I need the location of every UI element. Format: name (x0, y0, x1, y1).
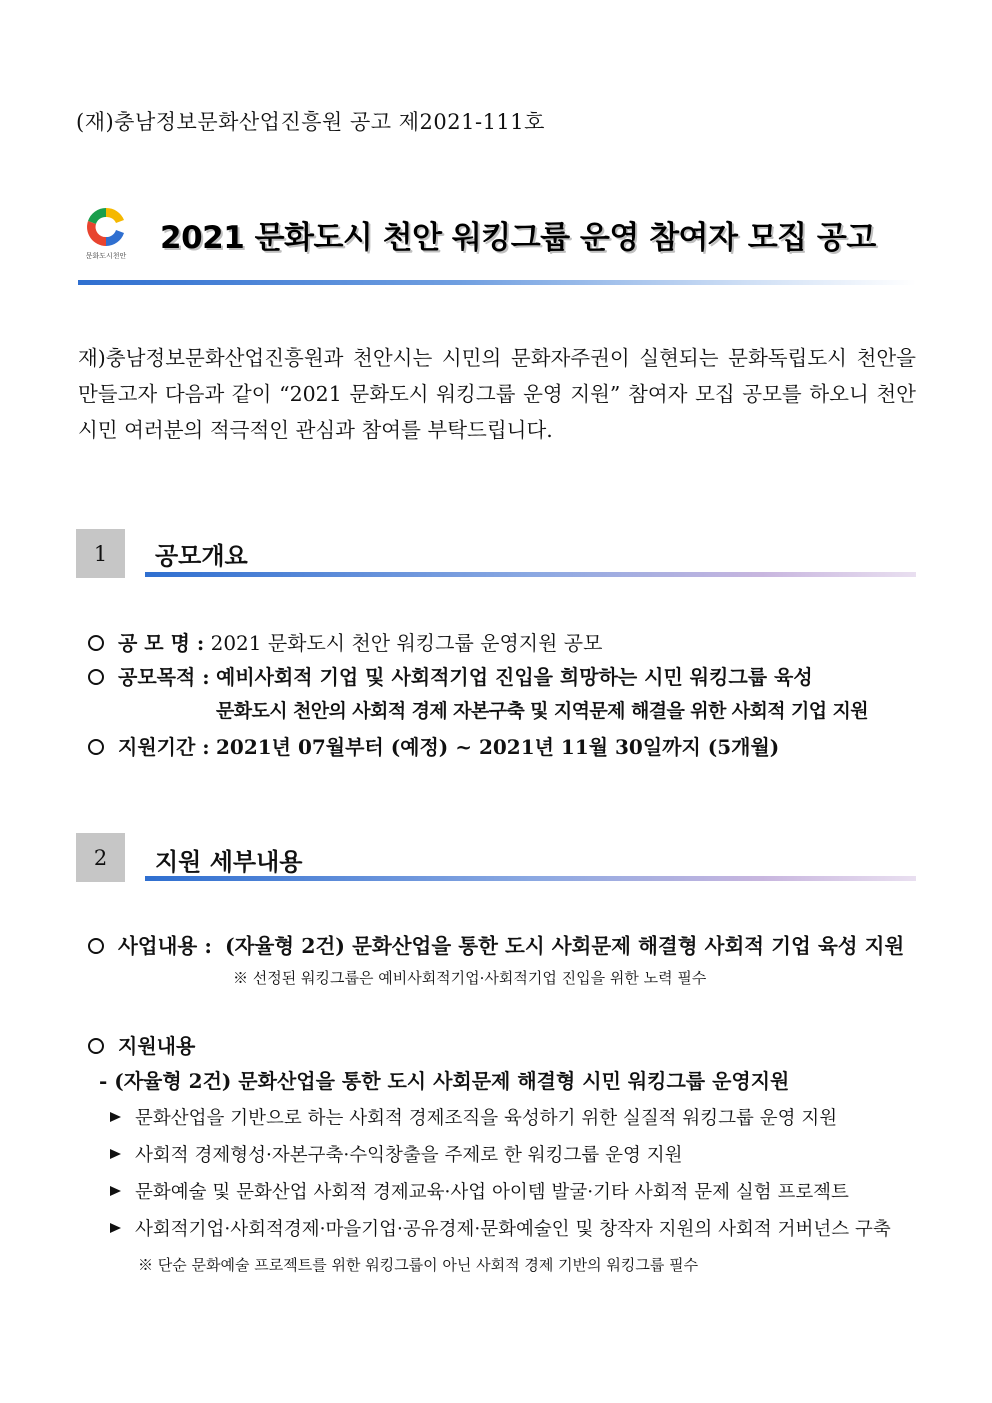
overview-period-row: 지원기간 : 2021년 07월부터 (예정) ~ 2021년 11월 30일까지 (5개월) (88, 731, 779, 760)
notice-number: (재)충남정보문화산업진흥원 공고 제2021-111호 (76, 110, 545, 134)
list-item: 사회적 경제형성·자본구축·수익창출을 주제로 한 워킹그룹 운영 지원 (110, 1141, 682, 1167)
list-item: 사회적기업·사회적경제·마을기업·공유경제·문화예술인 및 창작자 지원의 사회적 거버넌스 구축 (110, 1215, 891, 1241)
culture-city-logo (80, 204, 132, 262)
overview-purpose-row: 공모목적 : 예비사회적 기업 및 사회적기업 진입을 희망하는 시민 워킹그룹 육성 (88, 661, 813, 690)
list-item: 문화산업을 기반으로 하는 사회적 경제조직을 육성하기 위한 실질적 워킹그룹 운영 지원 (110, 1104, 837, 1130)
triangle-bullet-icon (110, 1186, 121, 1196)
intro-paragraph: 재)충남정보문화산업진흥원과 천안시는 시민의 문화자주권이 실현되는 문화독립도시 천안을 만들고자 다음과 같이 “2021 문화도시 워킹그룹 운영 지원” 참여자 모집 공모를 하오니 천안 시민 여러분의 적극적인 관심과 참여를 부탁드립니다. (78, 346, 916, 442)
triangle-bullet-icon (110, 1223, 121, 1233)
support-subheading: - (자율형 2건) 문화산업을 통한 도시 사회문제 해결형 시민 워킹그룹 운영지원 (99, 1069, 790, 1093)
triangle-bullet-icon (110, 1112, 121, 1122)
section-1-number: 1 (76, 529, 125, 578)
title-divider (78, 280, 916, 285)
overview-purpose-line2: 문화도시 천안의 사회적 경제 자본구축 및 지역문제 해결을 위한 사회적 기업 지원 (216, 700, 869, 722)
business-note: ※ 선정된 워킹그룹은 예비사회적기업·사회적기업 진입을 위한 노력 필수 (233, 969, 707, 987)
section-2-title: 지원 세부내용 (155, 848, 303, 876)
section-1-title: 공모개요 (155, 542, 248, 570)
circle-bullet-icon (88, 1038, 104, 1054)
list-item: 문화예술 및 문화산업 사회적 경제교육·사업 아이템 발굴·기타 사회적 문제 실험 프로젝트 (110, 1178, 849, 1204)
business-content-row: 사업내용 : (자율형 2건) 문화산업을 통한 도시 사회문제 해결형 사회적 기업 육성 지원 (88, 929, 904, 959)
support-footnote: ※ 단순 문화예술 프로젝트를 위한 워킹그룹이 아닌 사회적 경제 기반의 워킹그룹 필수 (138, 1256, 699, 1274)
circle-bullet-icon (88, 938, 104, 954)
triangle-bullet-icon (110, 1149, 121, 1159)
overview-name-row: 공 모 명 : 2021 문화도시 천안 워킹그룹 운영지원 공모 (88, 627, 602, 656)
support-content-row: 지원내용 (88, 1030, 195, 1059)
page-title: 2021 문화도시 천안 워킹그룹 운영 참여자 모집 공고 (160, 220, 876, 256)
circle-bullet-icon (88, 739, 104, 755)
section-1-divider (145, 572, 916, 577)
circle-bullet-icon (88, 635, 104, 651)
circle-bullet-icon (88, 669, 104, 685)
logo-icon (80, 204, 132, 250)
section-2-number: 2 (76, 833, 125, 882)
section-2-divider (145, 876, 916, 881)
logo-caption: 문화도시천안 (85, 252, 127, 260)
